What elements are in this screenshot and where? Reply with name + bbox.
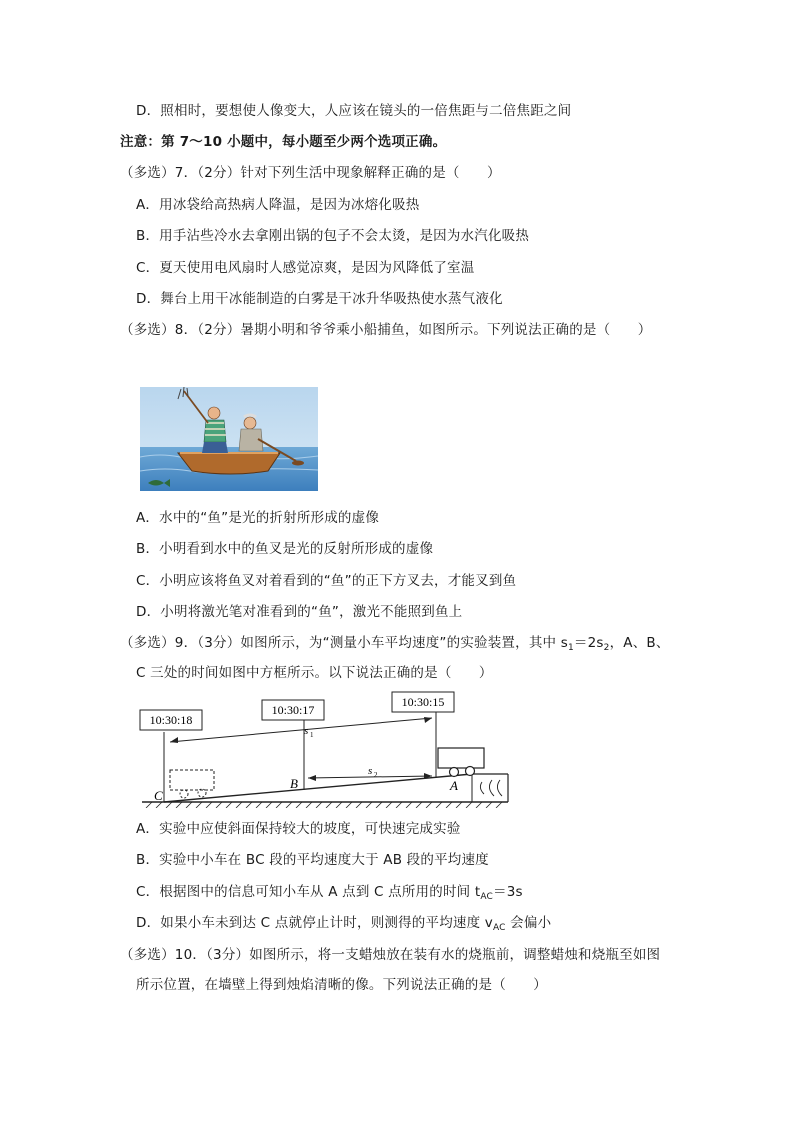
label-point-c: C xyxy=(154,788,163,803)
q7-option-d: D．舞台上用干冰能制造的白雾是干冰升华吸热使水蒸气液化 xyxy=(136,291,503,307)
section-note: 注意：第 7～10 小题中，每小题至少两个选项正确。 xyxy=(120,134,447,150)
label-s2-sub: 2 xyxy=(374,771,378,779)
q8-option-b: B．小明看到水中的鱼叉是光的反射所形成的虚像 xyxy=(136,541,434,557)
label-point-a: A xyxy=(450,778,458,793)
q10-stem-line1: （多选）10．（3分）如图所示，将一支蜡烛放在装有水的烧瓶前，调整蜡烛和烧瓶至如图 xyxy=(120,947,661,963)
q9-option-c: C．根据图中的信息可知小车从 A 点到 C 点所用的时间 $t_{AC}=3s$ xyxy=(136,884,523,902)
q9-stem-line1: （多选）9．（3分）如图所示，为“测量小车平均速度”的实验装置，其中 $s_1=2s_2$，A、B、 xyxy=(120,635,670,653)
q9-stem-line2: C 三处的时间如图中方框所示。以下说法正确的是（ ） xyxy=(136,665,493,681)
q8-stem: （多选）8．（2分）暑期小明和爷爷乘小船捕鱼，如图所示。下列说法正确的是（ ） xyxy=(120,322,652,338)
q7-option-c: C．夏天使用电风扇时人感觉凉爽，是因为风降低了室温 xyxy=(136,260,475,276)
time-label-a: 10:30:15 xyxy=(401,695,445,709)
q7-stem: （多选）7．（2分）针对下列生活中现象解释正确的是（ ） xyxy=(120,165,501,181)
q10-stem-line2: 所示位置，在墙壁上得到烛焰清晰的像。下列说法正确的是（ ） xyxy=(136,977,547,993)
label-s2: s xyxy=(368,765,373,777)
time-label-b: 10:30:17 xyxy=(271,703,315,717)
q9-option-b: B．实验中小车在 BC 段的平均速度大于 AB 段的平均速度 xyxy=(136,852,489,868)
q6-option-d: D．照相时，要想使人像变大，人应该在镜头的一倍焦距与二倍焦距之间 xyxy=(136,103,572,119)
q8-option-a: A．水中的“鱼”是光的折射所形成的虚像 xyxy=(136,510,380,526)
label-s1: s xyxy=(304,725,309,737)
time-label-c: 10:30:18 xyxy=(149,713,193,727)
q7-option-b: B．用手沾些冷水去拿刚出锅的包子不会太烫，是因为水汽化吸热 xyxy=(136,228,530,244)
q8-option-c: C．小明应该将鱼叉对着看到的“鱼”的正下方叉去，才能叉到鱼 xyxy=(136,573,517,589)
q7-option-a: A．用冰袋给高热病人降温，是因为冰熔化吸热 xyxy=(136,197,420,213)
incline-experiment-figure xyxy=(136,690,516,808)
fishing-boat-illustration xyxy=(140,387,318,491)
q9-option-a: A．实验中应使斜面保持较大的坡度，可快速完成实验 xyxy=(136,821,461,837)
label-point-b: B xyxy=(290,776,298,791)
q8-option-d: D．小明将激光笔对准看到的“鱼”，激光不能照到鱼上 xyxy=(136,604,463,620)
label-s1-sub: 1 xyxy=(310,731,314,739)
q9-option-d: D．如果小车未到达 C 点就停止计时，则测得的平均速度 $v_{AC}$ 会偏小 xyxy=(136,915,552,933)
